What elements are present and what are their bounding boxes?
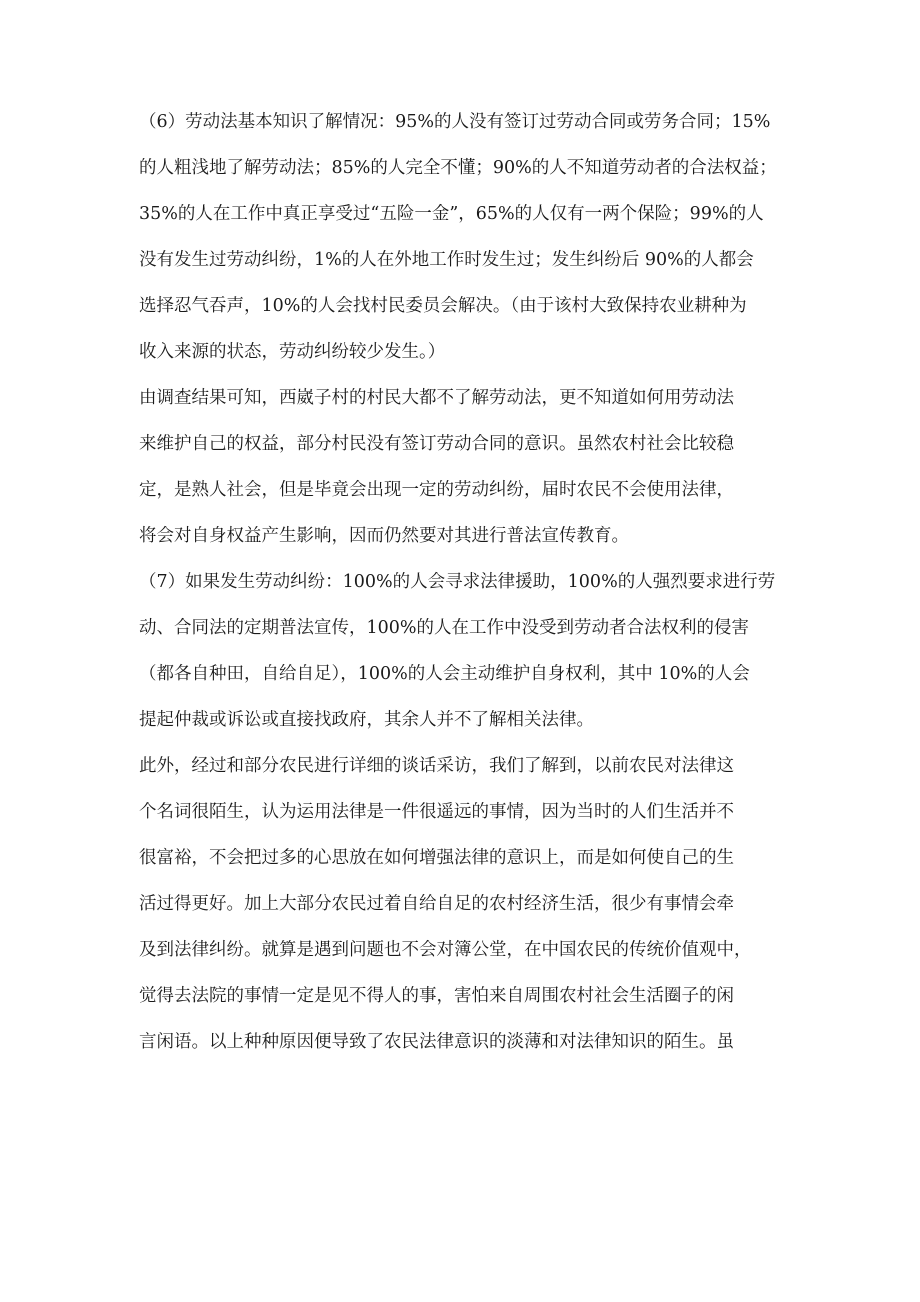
text-line: 由调查结果可知，西崴子村的村民大都不了解劳动法，更不知道如何用劳动法 [139, 388, 734, 408]
text-line: 动、合同法的定期普法宣传，100%的人在工作中没受到劳动者合法权利的侵害 [139, 618, 750, 638]
text-line: 觉得去法院的事情一定是见不得人的事，害怕来自周围农村社会生活圈子的闲 [139, 986, 734, 1006]
text-line: （都各自种田，自给自足），100%的人会主动维护自身权利，其中 10%的人会 [139, 664, 750, 684]
text-line: （7）如果发生劳动纠纷：100%的人会寻求法律援助，100%的人强烈要求进行劳 [139, 572, 776, 592]
document-page [139, 107, 779, 1073]
paragraph-labor-dispute [139, 567, 779, 735]
text-line: 定，是熟人社会，但是毕竟会出现一定的劳动纠纷，届时农民不会使用法律， [139, 480, 734, 500]
text-line: 提起仲裁或诉讼或直接找政府，其余人并不了解相关法律。 [139, 710, 594, 730]
text-line: 将会对自身权益产生影响，因而仍然要对其进行普法宣传教育。 [139, 526, 629, 546]
text-line: 此外，经过和部分农民进行详细的谈话采访，我们了解到，以前农民对法律这 [139, 756, 734, 776]
text-line: 选择忍气吞声，10%的人会找村民委员会解决。（由于该村大致保持农业耕种为 [139, 296, 747, 316]
text-line: 活过得更好。加上大部分农民过着自给自足的农村经济生活，很少有事情会牵 [139, 894, 734, 914]
paragraph-interview-findings [139, 751, 779, 1057]
text-line: 很富裕，不会把过多的心思放在如何增强法律的意识上，而是如何使自己的生 [139, 848, 734, 868]
text-line: 的人粗浅地了解劳动法；85%的人完全不懂；90%的人不知道劳动者的合法权益； [139, 158, 777, 178]
text-line: 个名词很陌生，认为运用法律是一件很遥远的事情，因为当时的人们生活并不 [139, 802, 734, 822]
text-line: 言闲语。以上种种原因便导致了农民法律意识的淡薄和对法律知识的陌生。虽 [139, 1032, 734, 1052]
paragraph-labor-law-knowledge [139, 107, 779, 367]
paragraph-survey-conclusion [139, 383, 779, 551]
text-line: 收入来源的状态，劳动纠纷较少发生。） [139, 342, 446, 362]
text-line: 来维护自己的权益，部分村民没有签订劳动合同的意识。虽然农村社会比较稳 [139, 434, 734, 454]
text-line: 没有发生过劳动纠纷，1%的人在外地工作时发生过；发生纠纷后 90%的人都会 [139, 250, 754, 270]
text-line: 35%的人在工作中真正享受过“五险一金”，65%的人仅有一两个保险；99%的人 [139, 204, 764, 224]
text-line: 及到法律纠纷。就算是遇到问题也不会对簿公堂，在中国农民的传统价值观中， [139, 940, 752, 960]
text-line: （6）劳动法基本知识了解情况：95%的人没有签订过劳动合同或劳务合同；15% [139, 112, 771, 132]
